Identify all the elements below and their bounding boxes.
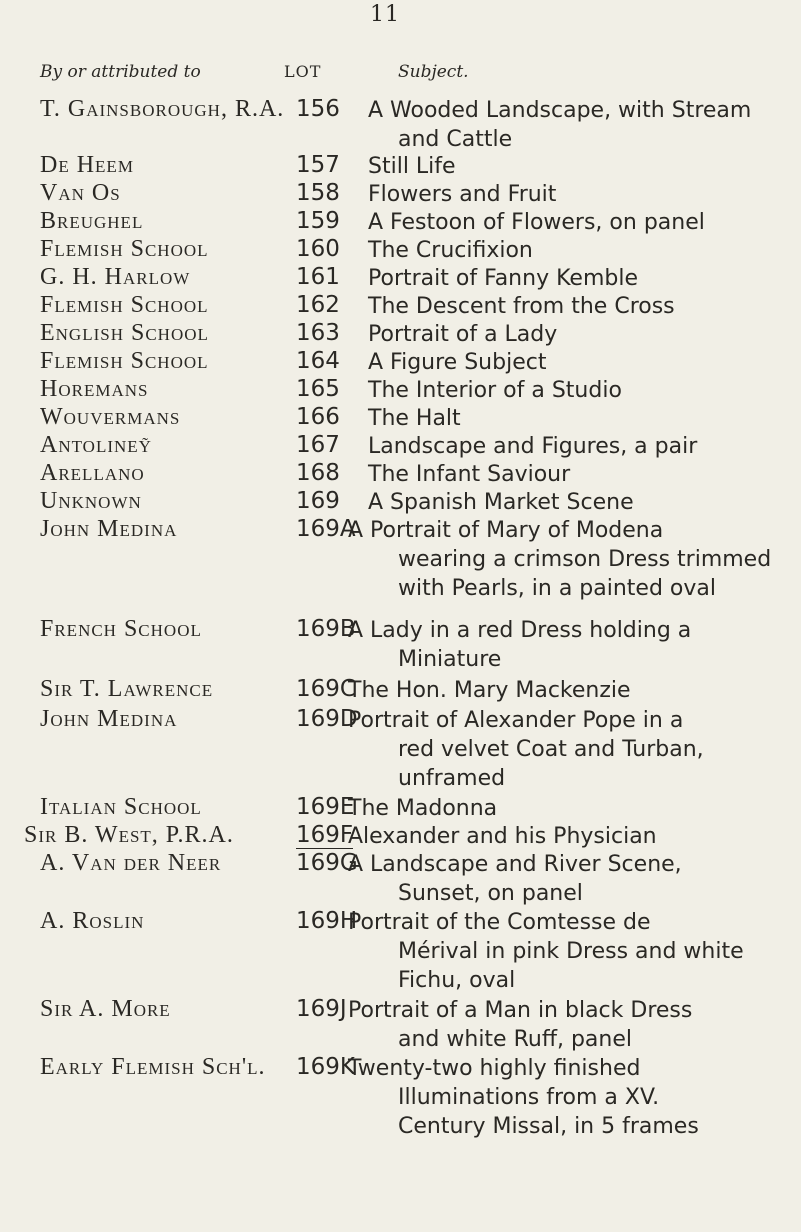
artist: Flemish School — [40, 348, 209, 374]
subject: Portrait of Alexander Pope in a red velvet Coat and Turban, unframed — [348, 708, 704, 791]
lot-number: 156 — [296, 96, 340, 122]
header-subject: Subject. — [398, 62, 469, 82]
subject: A Landscape and River Scene, Sunset, on panel — [348, 852, 682, 906]
subject: Portrait of the Comtesse de Mérival in pink Dress and white Fichu, oval — [348, 910, 744, 993]
subject: Portrait of a Lady — [368, 322, 558, 347]
artist: A. Van der Neer — [40, 850, 222, 876]
subject: Twenty-two highly finished Illuminations from a XV. Century Missal, in 5 frames — [348, 1056, 699, 1139]
artist: Early Flemish Sch'l. — [40, 1054, 266, 1080]
subject: Portrait of a Man in black Dress and white Ruff, panel — [348, 998, 693, 1052]
artist: Sir B. West, P.R.A. — [24, 822, 234, 848]
artist: De Heem — [40, 152, 134, 178]
lot-number: 160 — [296, 236, 340, 262]
artist: Flemish School — [40, 236, 209, 262]
lot-number: 169E — [296, 794, 355, 820]
subject: A Spanish Market Scene — [368, 490, 634, 515]
artist: G. H. Harlow — [40, 264, 191, 290]
subject: The Halt — [368, 406, 461, 431]
lot-number: 157 — [296, 152, 340, 178]
lot-number: 165 — [296, 376, 340, 402]
artist: Breughel — [40, 208, 144, 234]
lot-number: 158 — [296, 180, 340, 206]
lot-number: 163 — [296, 320, 340, 346]
lot-number: 169J — [296, 996, 347, 1022]
subject: A Figure Subject — [368, 350, 547, 375]
lot-number: 166 — [296, 404, 340, 430]
lot-number: 169 — [296, 488, 340, 514]
lot-number: 169B — [296, 616, 356, 642]
lot-number: 161 — [296, 264, 340, 290]
lot-number: 167 — [296, 432, 340, 458]
artist: Arellano — [40, 460, 145, 486]
subject: Still Life — [368, 154, 456, 179]
artist: Wouvermans — [40, 404, 181, 430]
header-lot: LOT — [284, 62, 322, 81]
artist: Flemish School — [40, 292, 209, 318]
subject: A Festoon of Flowers, on panel — [368, 210, 705, 235]
artist: Italian School — [40, 794, 202, 820]
subject: A Lady in a red Dress holding a Miniature — [348, 618, 692, 672]
subject: Landscape and Figures, a pair — [368, 434, 698, 459]
subject: A Wooded Landscape, with Stream and Cattle — [368, 98, 752, 152]
lot-number: 168 — [296, 460, 340, 486]
lot-number: 169D — [296, 706, 358, 732]
artist: English School — [40, 320, 209, 346]
subject: The Infant Saviour — [368, 462, 571, 487]
subject: Alexander and his Physician — [348, 824, 657, 849]
subject: The Hon. Mary Mackenzie — [348, 678, 631, 703]
artist: John Medina — [40, 516, 178, 542]
lot-number: 169C — [296, 676, 356, 702]
artist: French School — [40, 616, 202, 642]
artist: T. Gainsborough, R.A. — [40, 96, 285, 122]
subject: Portrait of Fanny Kemble — [368, 266, 638, 291]
lot-number: 159 — [296, 208, 340, 234]
subject: The Interior of a Studio — [368, 378, 622, 403]
artist: A. Roslin — [40, 908, 145, 934]
page-number: 11 — [370, 2, 400, 27]
lot-number: 169H — [296, 908, 358, 934]
subject: A Portrait of Mary of Modena wearing a crimson Dress trimmed with Pearls, in a painted oval — [348, 518, 772, 601]
artist: Sir T. Lawrence — [40, 676, 214, 702]
lot-number: 164 — [296, 348, 340, 374]
lot-number: 169F — [296, 822, 354, 848]
header-attribution: By or attributed to — [40, 62, 201, 82]
lot-number: 169A — [296, 516, 356, 542]
lot-number: 162 — [296, 292, 340, 318]
subject: The Crucifixion — [368, 238, 533, 263]
artist: Horemans — [40, 376, 149, 402]
subject: The Madonna — [348, 796, 498, 821]
artist: Sir A. More — [40, 996, 171, 1022]
subject: Flowers and Fruit — [368, 182, 557, 207]
subject: The Descent from the Cross — [368, 294, 675, 319]
artist: Antolineỹ — [40, 432, 152, 458]
artist: Van Os — [40, 180, 121, 206]
lot-number: 169K — [296, 1054, 355, 1080]
lot-number: 169G — [296, 850, 358, 876]
artist: Unknown — [40, 488, 142, 514]
artist: John Medina — [40, 706, 178, 732]
